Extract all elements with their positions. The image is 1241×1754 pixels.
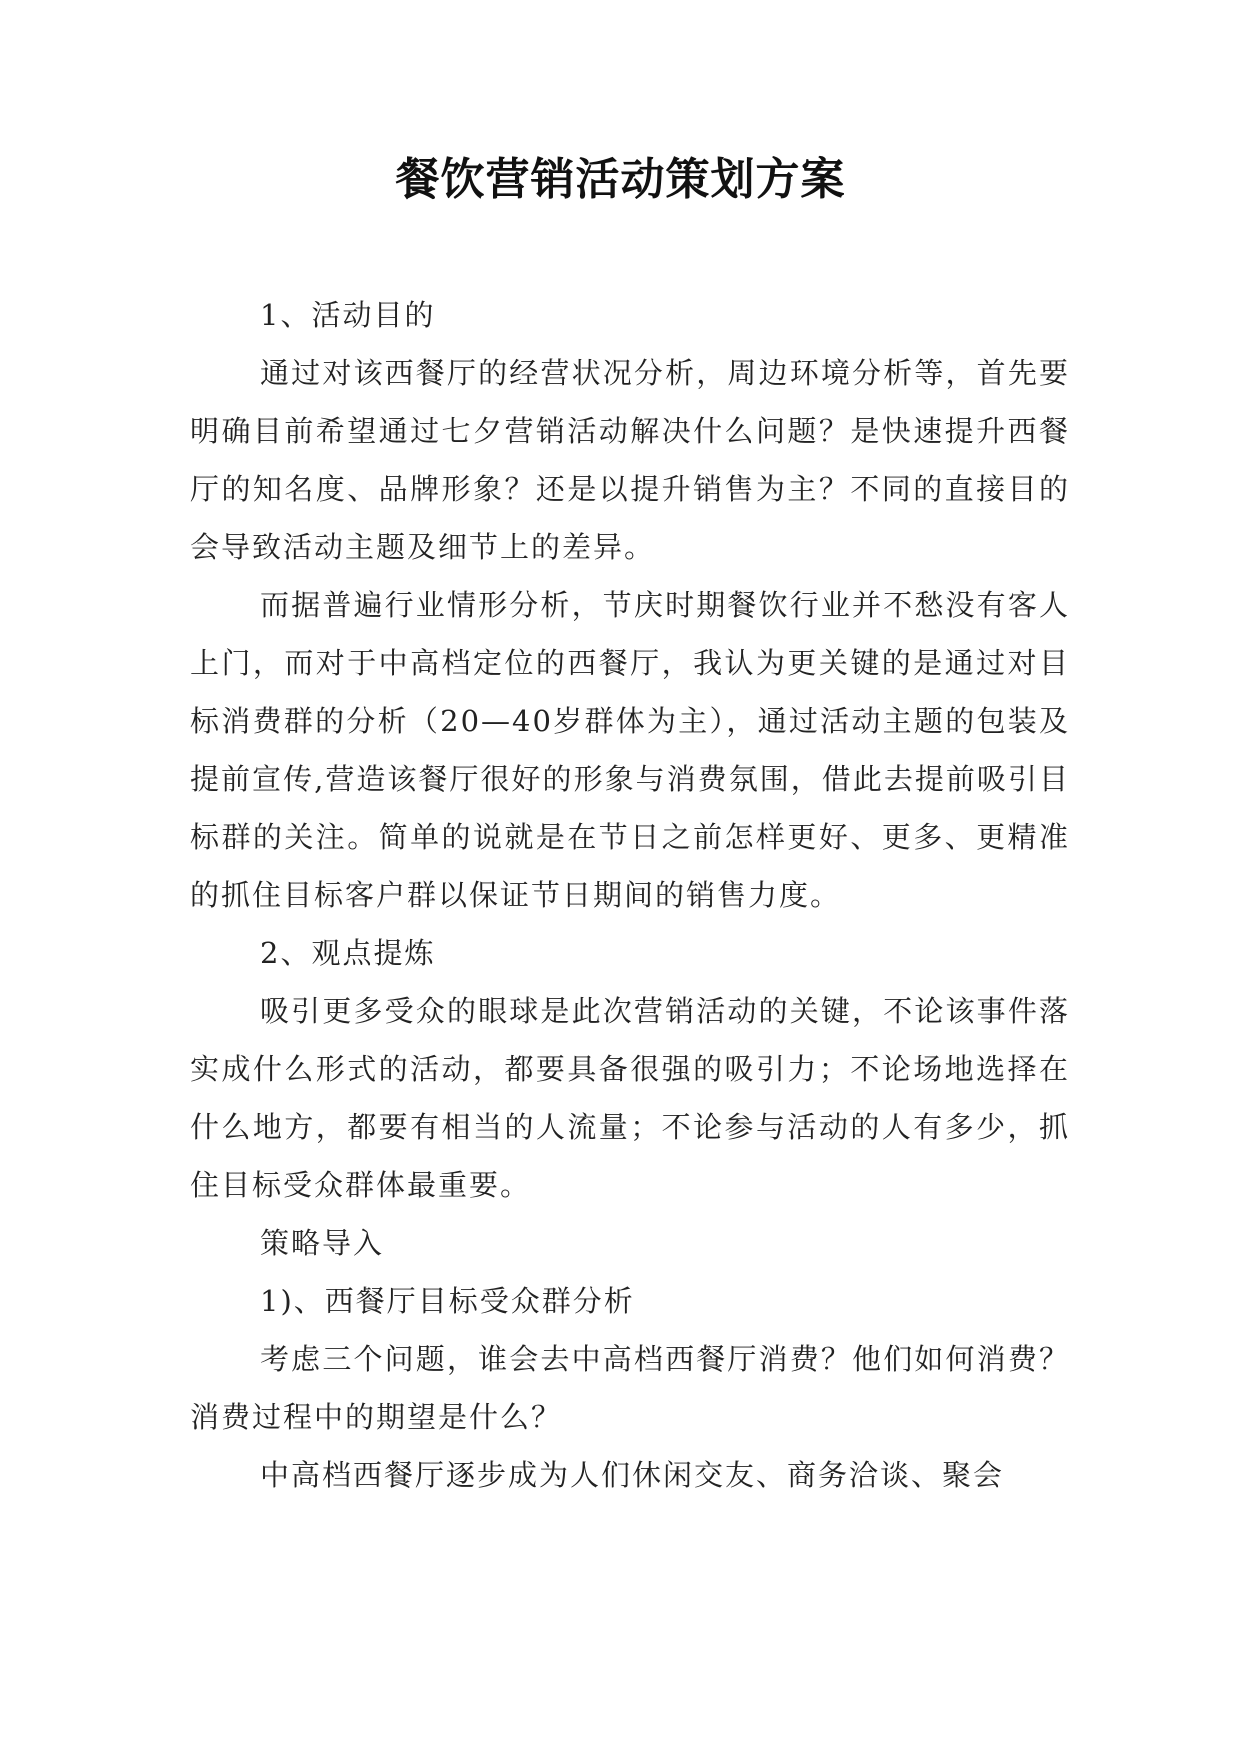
paragraph: 中高档西餐厅逐步成为人们休闲交友、商务洽谈、聚会	[260, 1458, 1005, 1492]
section-heading-strategy: 策略导入	[260, 1226, 385, 1260]
paragraph: 通过对该西餐厅的经营状况分析，周边环境分析等，首先要明确目前希望通过七夕营销活动解决什么问题？是快速提升西餐厅的知名度、品牌形象？还是以提升销售为主？不同的直接目的会导致活动主题及细节上的差异。	[190, 356, 1070, 564]
section-heading-viewpoint: 2、观点提炼	[260, 936, 436, 970]
subsection-heading-audience: 1)、西餐厅目标受众群分析	[260, 1284, 635, 1318]
document-body	[190, 286, 1070, 1504]
paragraph: 而据普遍行业情形分析，节庆时期餐饮行业并不愁没有客人上门，而对于中高档定位的西餐厅，我认为更关键的是通过对目标消费群的分析（20—40岁群体为主），通过活动主题的包装及提前宣传,营造该餐厅很好的形象与消费氛围，借此去提前吸引目标群的关注。简单的说就是在节日之前怎样更好、更多、更精准的抓住目标客户群以保证节日期间的销售力度。	[190, 588, 1070, 912]
section-heading-purpose: 1、活动目的	[260, 298, 436, 332]
document-title: 餐饮营销活动策划方案	[395, 154, 846, 205]
paragraph: 考虑三个问题，谁会去中高档西餐厅消费？他们如何消费？消费过程中的期望是什么？	[190, 1342, 1070, 1434]
paragraph: 吸引更多受众的眼球是此次营销活动的关键，不论该事件落实成什么形式的活动，都要具备很强的吸引力；不论场地选择在什么地方，都要有相当的人流量；不论参与活动的人有多少，抓住目标受众群体最重要。	[190, 994, 1070, 1202]
